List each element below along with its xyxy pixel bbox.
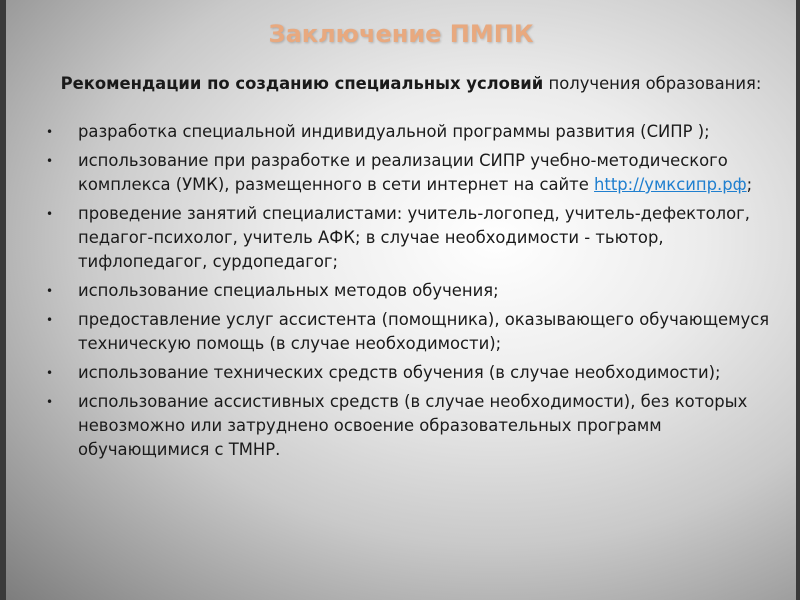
list-item [46, 279, 776, 303]
list-item-text: проведение занятий специалистами: учитель-логопед, учитель-дефектолог, педагог-психолог, учитель АФК; в случае необходимости - тьютор, тифлопедагог, сурдопедагог; [78, 204, 750, 271]
list-item-text: разработка специальной индивидуальной программы развития (СИПР ); [78, 122, 710, 141]
list-item [46, 202, 776, 274]
lead-paragraph [56, 72, 766, 96]
lead-bold-text: Рекомендации по созданию специальных условий [60, 74, 544, 93]
bullet-icon: • [46, 125, 54, 139]
recommendations-list [46, 120, 776, 467]
list-item [46, 390, 776, 462]
list-item-text: использование ассистивных средств (в случае необходимости), без которых невозможно или затруднено освоение образовательных программ обучающимися с ТМНР. [78, 392, 748, 459]
bullet-icon: • [46, 154, 54, 168]
list-item [46, 120, 776, 144]
list-item-text-end: ; [746, 175, 753, 194]
bullet-icon: • [46, 395, 54, 409]
list-item-text: использование при разработке и реализации СИПР учебно-методического комплекса (УМК), размещенного в сети интернет на сайте [78, 151, 728, 194]
list-item [46, 361, 776, 385]
list-item-text: предоставление услуг ассистента (помощника), оказывающего обучающемуся техническую помощь (в случае необходимости); [78, 310, 770, 353]
list-item-text: использование специальных методов обучения; [78, 281, 499, 300]
bullet-icon: • [46, 313, 54, 327]
lead-rest-text: получения образования: [543, 74, 762, 93]
list-item [46, 308, 776, 356]
slide-title: Заключение ПМПК [268, 20, 534, 48]
umk-site-link[interactable]: http://умксипр.рф [594, 175, 747, 194]
bullet-icon: • [46, 366, 54, 380]
list-item [46, 149, 776, 197]
bullet-icon: • [46, 284, 54, 298]
list-item-text: использование технических средств обучения (в случае необходимости); [78, 363, 721, 382]
bullet-icon: • [46, 207, 54, 221]
